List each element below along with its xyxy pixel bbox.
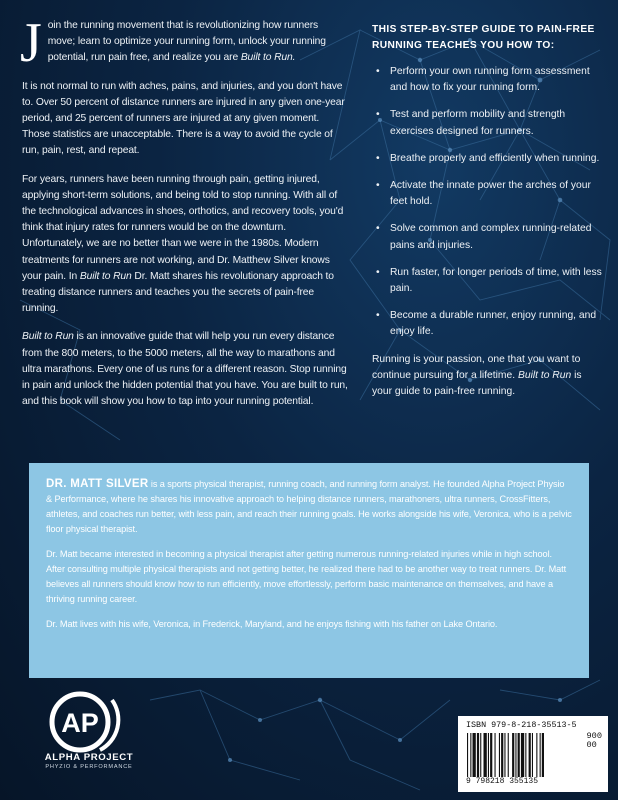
intro-paragraph [20, 12, 348, 74]
list-item: • Become a durable runner, enjoy running, and enjoy life. [376, 310, 597, 338]
guide-heading: THIS STEP-BY-STEP GUIDE TO PAIN-FREE RUNNING TEACHES YOU HOW TO: [372, 24, 595, 51]
author-bio-panel [29, 463, 589, 678]
isbn-barcode [458, 716, 608, 792]
bullet-icon: • [376, 266, 380, 278]
barcode-bar [484, 733, 487, 777]
guide-text: is an innovative guide that will help you run every distance from the 800 meters, to the 5000 meters, all the way to marathons and ultra marathons. Every one of us runs for a different reason. Stop running in pain and unlock the hidden potential that you have. You are built to run, and this book will show you how to tap into your running potential. [22, 331, 348, 408]
bullet-icon: • [376, 66, 380, 77]
barcode-bar [490, 733, 492, 777]
isbn-label: ISBN 979-8-218-35513-5 [466, 720, 577, 730]
barcode-icon [466, 733, 578, 777]
history-text: For years, runners have been running through pain, getting injured, applying short-term solutions, and being told to stop running. With all of the technological advances in shoes, orthotics, and recovery tools, you'd think that injury rates for runners would be on the downturn. Unfortunately, we are no better than we were in the 1980s. Modern treatments for runners are not working, and Dr. Matthew Silver knows your pain. In [22, 173, 344, 282]
barcode-bar [495, 733, 496, 777]
barcode-bar [525, 733, 526, 777]
barcode-bar [515, 733, 516, 777]
closing-paragraph: Running is your passion, one that you want to continue pursuing for a lifetime. Built to Run is your guide to pain-free running. [372, 353, 582, 398]
barcode-bar [536, 733, 537, 777]
bullet-icon: • [376, 152, 380, 164]
guide-book-title: Built to Run [22, 331, 74, 343]
logo-tagline: PHYZIO & PERFORMANCE [45, 764, 133, 770]
barcode-bar [467, 733, 468, 777]
author-name: DR. MATT SILVER [46, 478, 149, 490]
list-item: • Test and perform mobility and strength exercises designed for runners. [376, 109, 566, 137]
barcode-bar [521, 733, 524, 777]
closing-book-title: Built to Run [517, 369, 572, 381]
barcode-bar [499, 733, 500, 777]
bullet-icon: • [376, 180, 380, 192]
bullet-icon: • [376, 310, 380, 322]
logo-monogram: AP [61, 708, 99, 738]
description-column [20, 12, 348, 422]
list-item: • Perform your own running form assessment and how to fix your running form. [376, 66, 590, 94]
logo-name: ALPHA PROJECT [44, 752, 134, 763]
guide-list [372, 64, 602, 341]
history-paragraph [22, 172, 348, 318]
list-item: • Activate the innate power the arches of your feet hold. [376, 180, 591, 208]
barcode-bar [529, 733, 531, 777]
barcode-number: 9 798218 355135 [466, 777, 539, 786]
drop-cap: J [20, 12, 42, 74]
history-text-end: Dr. Matt shares his revolutionary approach to treating distance runners and teaches you the secrets of pain-free running. [22, 270, 334, 315]
barcode-bar [504, 733, 505, 777]
barcode-bar [477, 733, 479, 777]
barcode-bar [470, 733, 471, 777]
barcode-bar [540, 733, 541, 777]
history-book-title: Built to Run [79, 270, 132, 282]
guide-paragraph [22, 329, 348, 410]
barcode-bar [508, 733, 509, 777]
bullet-icon: • [376, 223, 380, 235]
price-code: 900 00 [586, 731, 602, 750]
intro-text: oin the running movement that is revolutionizing how runners move; learn to optimize your running form, unlock your running potential, run pain free, and realize you are [47, 20, 326, 64]
statistics-paragraph: It is not normal to run with aches, pains, and injuries, and you don't have to. Over 50 percent of distance runners are injured in any given one-year period, and 25 percent of runners are injured at any given moment. Those statistics are unacceptable. There is a way to avoid the cycle of run, pain, rest, and repeat. [22, 80, 345, 157]
list-item: • Run faster, for longer periods of time, with less pain. [376, 266, 602, 295]
barcode-bar [480, 733, 481, 777]
barcode-bar [542, 733, 544, 777]
barcode-bar [512, 733, 514, 777]
barcode-bar [532, 733, 533, 777]
bullet-icon: • [376, 109, 380, 121]
barcode-bar [473, 733, 476, 777]
guide-column [372, 22, 602, 400]
intro-book-title: Built to Run. [240, 52, 296, 64]
logo-wordmark [30, 752, 148, 771]
barcode-bar [501, 733, 503, 777]
barcode-bar [518, 733, 520, 777]
list-item: • Breathe properly and efficiently when running. [372, 151, 602, 167]
list-item: • Solve common and complex running-related pains and injuries. [376, 223, 592, 251]
bio-paragraph: DR. MATT SILVER is a sports physical therapist, running coach, and running form analyst. He founded Alpha Project Physio & Performance, where he shares his innovative approach to helping distance runners, marathoners, ultra runners, CrossFitters, athletes, and coaches run better, with less pain, and reach their running goals. He works alongside his wife, Veronica, who is a pelvic floor physical therapist. [46, 478, 572, 534]
bio-paragraph: Dr. Matt lives with his wife, Veronica, in Frederick, Maryland, and he enjoys fishing with his father on Lake Ontario. [46, 619, 498, 629]
barcode-bar [488, 733, 489, 777]
bio-paragraph: Dr. Matt became interested in becoming a physical therapist after getting numerous running-related injuries while in high school. After consulting multiple physical therapists and not getting better, he realized there had to be another way to treat runners. Dr. Matt believes all runners should know how to run efficiently, move effortlessly, perform basic maintenance on themselves, and have a thriving running career. [46, 549, 567, 604]
